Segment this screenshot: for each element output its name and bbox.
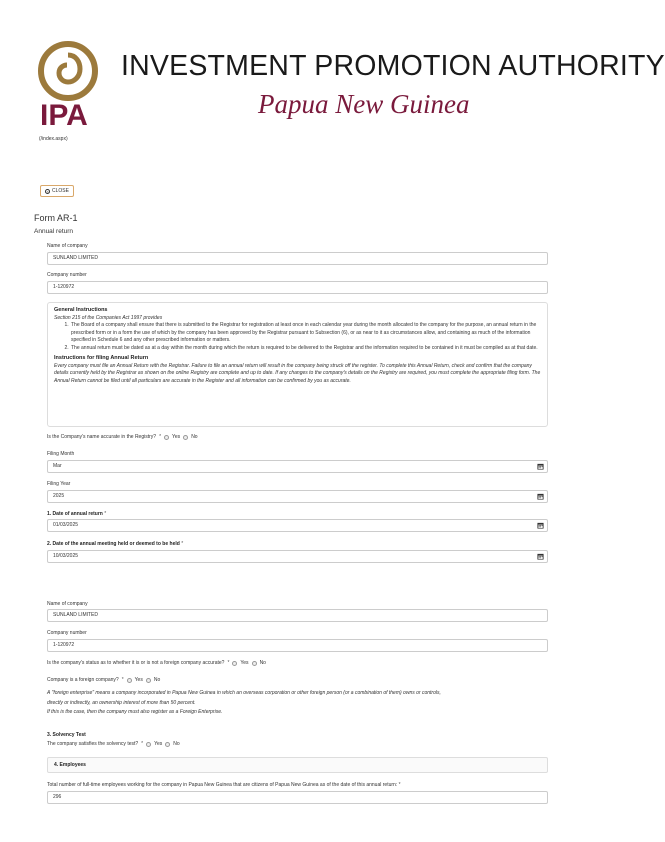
company-name-label: Name of company	[47, 243, 88, 249]
solvency-yes-radio[interactable]	[146, 742, 151, 747]
company-number-label-2: Company number	[47, 630, 87, 636]
ipa-logo-text[interactable]: IPA	[40, 99, 88, 132]
employees-question: Total number of full-time employees working for the company in Papua New Guinea that are citizens of Papua New Guinea as of the date of this annual return: *	[47, 782, 401, 788]
name-accurate-no-radio[interactable]	[183, 435, 188, 440]
foreign-status-no-radio[interactable]	[252, 661, 257, 666]
org-name: INVESTMENT PROMOTION AUTHORITY	[121, 50, 665, 82]
is-foreign-no-radio[interactable]	[146, 678, 151, 683]
home-link[interactable]: (/index.aspx)	[39, 136, 68, 142]
act-reference: Section 215 of the Companies Act 1997 provides	[54, 315, 163, 321]
is-foreign-question: Company is a foreign company? * Yes No	[47, 677, 161, 683]
country-name: Papua New Guinea	[258, 89, 470, 119]
filing-year-label: Filing Year	[47, 481, 71, 487]
employees-input[interactable]: 296	[47, 791, 548, 804]
company-name-label-2: Name of company	[47, 601, 88, 607]
solvency-question: The company satisfies the solvency test? * Yes No	[47, 741, 180, 747]
filing-instructions-heading: Instructions for filing Annual Return	[54, 355, 149, 362]
filing-month-input[interactable]: Mar	[47, 460, 548, 473]
filing-year-input[interactable]: 2025	[47, 490, 548, 503]
close-circle-icon: ×	[46, 188, 49, 194]
solvency-no-radio[interactable]	[165, 742, 170, 747]
name-accurate-question: Is the Company's name accurate in the Registry? * Yes No	[47, 434, 198, 440]
instruction-item: 1. The Board of a company shall ensure that there is submitted to the Registrar for registration at least once in each calendar year during the month allocated to the company for the purpose, an annual return in the prescribed form or in a form the use of which by the company has been approved by the Registrar pursuant to Subsection (6), or as near to it as circumstances allow, and containing as much of the information specified in Schedule 6 and any other prescribed information or matters.	[70, 322, 541, 344]
general-instructions-heading: General Instructions	[54, 307, 108, 313]
date-meeting-label: 2. Date of the annual meeting held or deemed to be held *	[47, 541, 184, 547]
calendar-icon[interactable]	[537, 553, 544, 560]
solvency-heading: 3. Solvency Test	[47, 732, 86, 738]
company-number-label: Company number	[47, 272, 87, 278]
calendar-icon[interactable]	[537, 463, 544, 470]
form-title: Form AR-1	[34, 213, 78, 223]
filing-instructions-text: Every company must file an Annual Return with the Registrar. Failure to file an annual return will result in the company being struck off the register. To complete this Annual Return, check and confirm that the company details currently held by the Registrar as shown on the online Registry are complete and up to date. If any changes to the company's details on the Registry are required, you must complete the appropriate filing form. The Annual Return cannot be filed until all particulars are accurate in the Register and all information can be confirmed by you as accurate.	[54, 363, 541, 384]
filing-month-label: Filing Month	[47, 451, 75, 457]
close-button[interactable]	[40, 185, 74, 197]
name-accurate-yes-radio[interactable]	[164, 435, 169, 440]
calendar-icon[interactable]	[537, 493, 544, 500]
foreign-status-yes-radio[interactable]	[232, 661, 237, 666]
form-subtitle: Annual return	[34, 228, 74, 235]
calendar-icon[interactable]	[537, 522, 544, 529]
employees-heading: 4. Employees	[47, 757, 548, 773]
date-meeting-input[interactable]: 10/03/2025	[47, 550, 548, 563]
instructions-list	[70, 322, 541, 352]
company-name-input[interactable]: SUNLAND LIMITED	[47, 252, 548, 265]
ipa-logo-icon[interactable]	[38, 41, 98, 101]
company-name-input-2[interactable]: SUNLAND LIMITED	[47, 609, 548, 622]
foreign-status-question: Is the company's status as to whether it is or is not a foreign company accurate? * Yes No	[47, 660, 266, 666]
instruction-item: 2. The annual return must be dated as at a day within the month during which the return is required to be delivered to the Registrar and the information required to be contained in it must be compiled as at that date.	[70, 345, 541, 352]
company-number-input-2[interactable]: 1-120972	[47, 639, 548, 652]
is-foreign-yes-radio[interactable]	[127, 678, 132, 683]
date-return-label: 1. Date of annual return *	[47, 511, 107, 517]
company-number-input[interactable]: 1-120972	[47, 281, 548, 294]
general-instructions-panel	[47, 302, 548, 427]
close-button-label: CLOSE	[52, 188, 69, 194]
date-return-input[interactable]: 01/03/2025	[47, 519, 548, 532]
foreign-enterprise-note: A "foreign enterprise" means a company incorporated in Papua New Guinea in which an overseas corporation or other foreign person (or a combination of them) owns or controls, directly or indirectly, an ownership interest of more than 50 percent. If this is the case, then the company must also register as a Foreign Enterprise.	[47, 690, 441, 716]
